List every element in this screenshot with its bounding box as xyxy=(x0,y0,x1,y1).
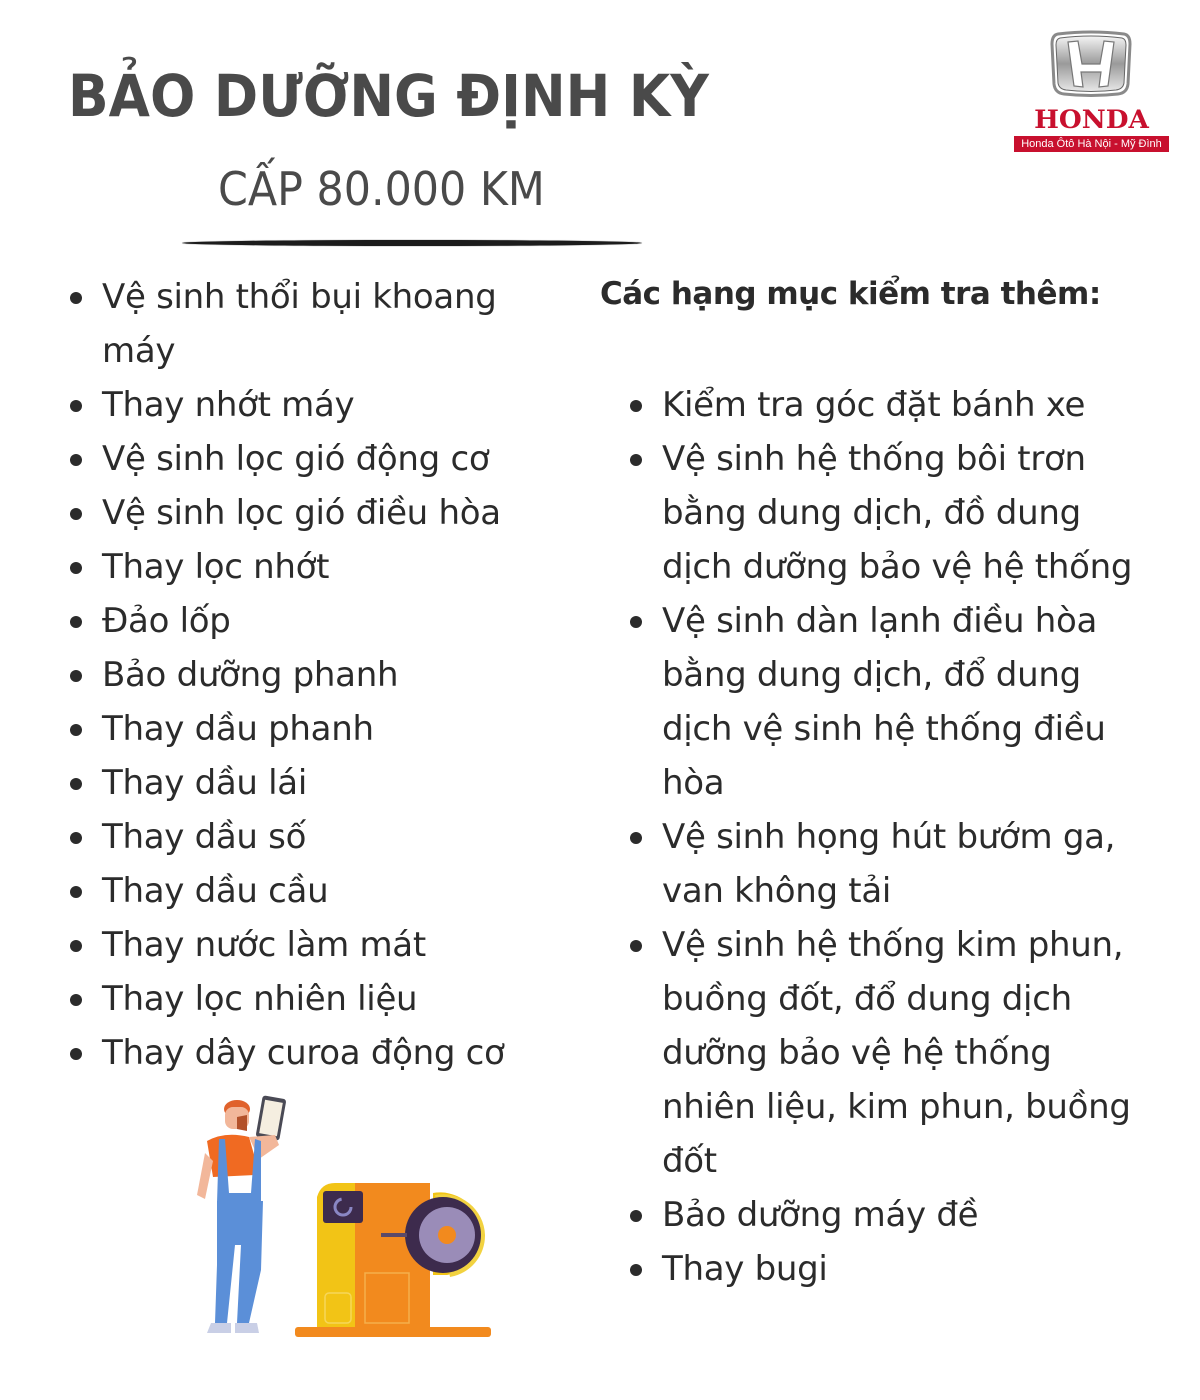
list-item: Bảo dưỡng máy đề xyxy=(628,1188,1148,1242)
list-item: Vệ sinh lọc gió điều hòa xyxy=(68,486,538,540)
list-item: Kiểm tra góc đặt bánh xe xyxy=(628,378,1148,432)
title-underline-divider xyxy=(182,240,642,246)
additional-checks-heading: Các hạng mục kiểm tra thêm: xyxy=(600,276,1101,312)
list-item: Thay lọc nhớt xyxy=(68,540,538,594)
list-item: Vệ sinh thổi bụi khoang máy xyxy=(68,270,538,378)
list-item: Thay dầu cầu xyxy=(68,864,538,918)
list-item: Vệ sinh hệ thống kim phun, buồng đốt, đổ dung dịch dưỡng bảo vệ hệ thống nhiên liệu, kim phun, buồng đốt xyxy=(628,918,1148,1188)
dealer-tagline: Honda Ôtô Hà Nội - Mỹ Đình xyxy=(1014,136,1169,152)
list-item: Đảo lốp xyxy=(68,594,538,648)
list-item: Thay nước làm mát xyxy=(68,918,538,972)
list-item: Thay bugi xyxy=(628,1242,1148,1296)
wheel-balancer-machine-icon xyxy=(295,1183,491,1337)
list-item: Vệ sinh họng hút bướm ga, van không tải xyxy=(628,810,1148,918)
list-item: Thay dầu phanh xyxy=(68,702,538,756)
list-item: Thay nhớt máy xyxy=(68,378,538,432)
list-item: Vệ sinh hệ thống bôi trơn bằng dung dịch, đồ dung dịch dưỡng bảo vệ hệ thống xyxy=(628,432,1148,594)
honda-h-emblem-icon xyxy=(1050,30,1132,98)
honda-logo xyxy=(1010,28,1170,153)
list-item: Bảo dưỡng phanh xyxy=(68,648,538,702)
list-item: Thay dây curoa động cơ xyxy=(68,1026,538,1080)
mechanic-figure-icon xyxy=(197,1095,286,1333)
honda-wordmark: HONDA xyxy=(1034,105,1149,134)
list-item: Vệ sinh dàn lạnh điều hòa bằng dung dịch, đổ dung dịch vệ sinh hệ thống điều hòa xyxy=(628,594,1148,810)
additional-checks-list xyxy=(628,378,1148,1296)
list-item: Thay dầu lái xyxy=(68,756,538,810)
page-subtitle: CẤP 80.000 KM xyxy=(218,162,545,216)
list-item: Thay dầu số xyxy=(68,810,538,864)
page-title: BẢO DƯỠNG ĐỊNH KỲ xyxy=(68,62,709,130)
mechanic-wheel-balancer-illustration xyxy=(185,1095,495,1355)
list-item: Vệ sinh lọc gió động cơ xyxy=(68,432,538,486)
list-item: Thay lọc nhiên liệu xyxy=(68,972,538,1026)
maintenance-items-list xyxy=(68,270,538,1080)
